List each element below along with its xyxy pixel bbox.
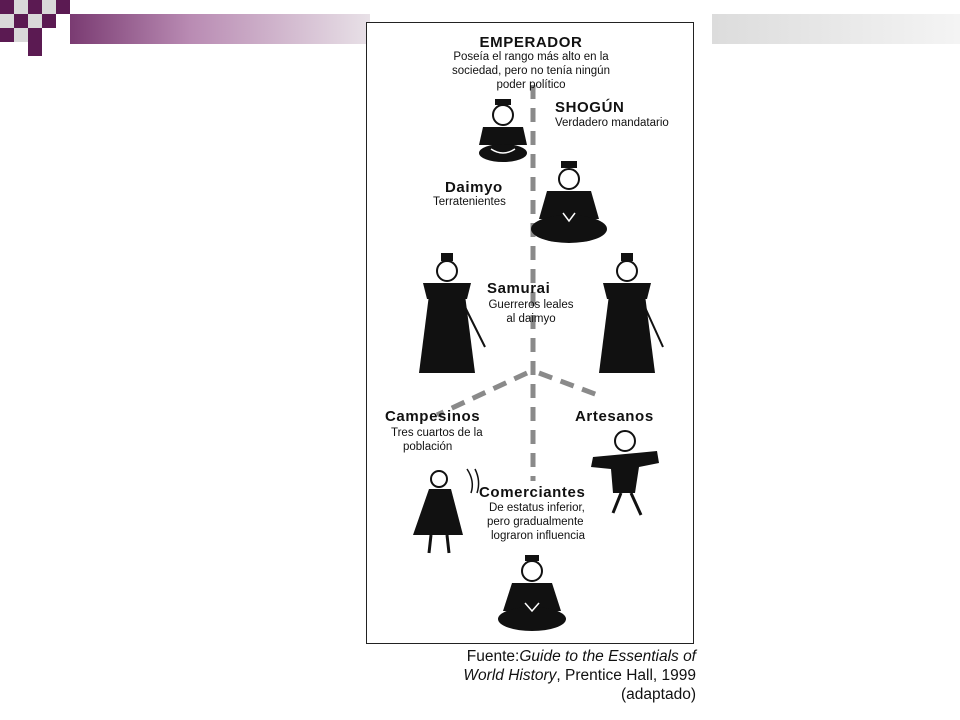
emperador-desc-line-1: Poseía el rango más alto en la: [453, 51, 609, 63]
source-line-1: [418, 648, 696, 667]
daimyo-figure: [531, 161, 607, 243]
comerciante-figure: [498, 555, 566, 631]
branch-line-artesanos: [539, 373, 603, 397]
source-publisher: , Prentice Hall, 1999: [556, 666, 696, 684]
daimyo-desc: Terratenientes: [433, 196, 506, 208]
deco-square: [28, 14, 42, 28]
deco-square: [28, 42, 42, 56]
deco-square: [0, 0, 14, 14]
campesinos-desc-line-1: Tres cuartos de la: [391, 427, 483, 439]
deco-square: [56, 0, 70, 14]
deco-square: [28, 28, 42, 42]
emperor-figure: [479, 99, 527, 162]
comerciantes-desc-line-1: De estatus inferior,: [489, 502, 585, 514]
deco-square: [0, 14, 14, 28]
emperador-title: EMPERADOR: [479, 34, 583, 51]
comerciantes-title: Comerciantes: [479, 484, 586, 501]
deco-square: [0, 28, 14, 42]
samurai-desc-line-1: Guerreros leales: [488, 299, 574, 311]
daimyo-title: Daimyo: [445, 179, 503, 196]
artesano-figure: [591, 431, 659, 515]
samurai-title: Samurai: [487, 280, 551, 297]
source-work-title-1: Guide to the Essentials of: [519, 648, 696, 665]
samurai-right-figure: [599, 253, 663, 373]
deco-square: [42, 14, 56, 28]
emperador-desc-line-3: poder político: [496, 79, 566, 91]
artesanos-title: Artesanos: [575, 408, 654, 425]
campesinos-desc-line-2: población: [403, 441, 453, 453]
deco-square: [28, 0, 42, 14]
comerciantes-desc-line-3: lograron influencia: [491, 530, 585, 542]
source-prefix: Fuente:: [466, 648, 520, 665]
source-line-2: [418, 667, 696, 686]
source-note: (adaptado): [621, 685, 696, 703]
deco-square: [42, 0, 56, 14]
samurai-desc-line-2: al daimyo: [506, 313, 556, 325]
campesino-figure: [413, 469, 479, 553]
deco-square: [14, 28, 28, 42]
shogun-desc: Verdadero mandatario: [555, 117, 669, 129]
header-gradient-bar: [70, 14, 370, 44]
header-gradient-bar: [712, 14, 960, 44]
source-work-title-2: World History: [463, 666, 557, 684]
shogun-title: SHOGÚN: [555, 99, 625, 116]
deco-square: [14, 0, 28, 14]
emperador-desc-line-2: sociedad, pero no tenía ningún: [452, 65, 610, 77]
source-citation: [418, 648, 696, 705]
deco-square: [14, 14, 28, 28]
campesinos-title: Campesinos: [385, 408, 481, 425]
comerciantes-desc-line-2: pero gradualmente: [487, 516, 584, 528]
feudal-hierarchy-diagram: [366, 22, 694, 644]
